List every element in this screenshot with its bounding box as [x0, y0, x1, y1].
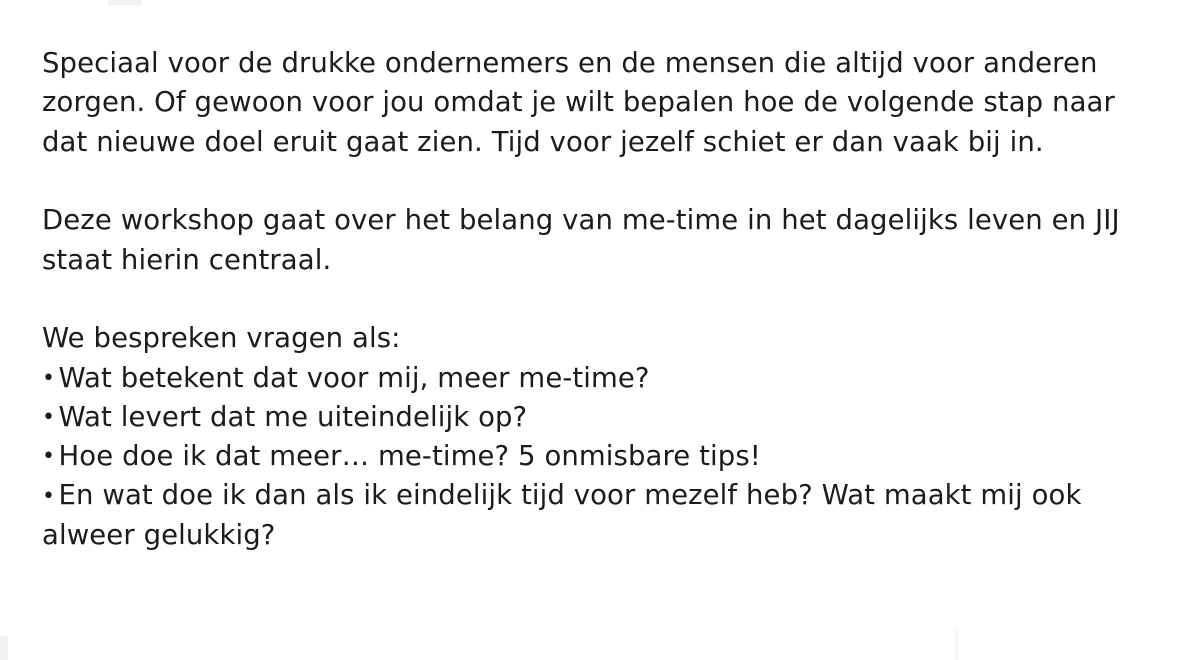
bullet-icon: •	[42, 444, 56, 470]
scan-artifact-bottom-right	[956, 630, 958, 660]
bullet-icon: •	[42, 365, 56, 391]
paragraph-intro: Speciaal voor de drukke ondernemers en de mensen die altijd voor anderen zorgen. Of gewoon voor jou omdat je wilt bepalen hoe de volgende stap naar dat nieuwe doel eruit gaat zien. Tijd voor jezelf schiet er dan vaak bij in.	[42, 47, 1124, 158]
list-item	[42, 359, 1130, 398]
questions-list	[42, 359, 1130, 556]
list-item-label: Wat levert dat me uiteindelijk op?	[58, 400, 528, 433]
list-intro-label: We bespreken vragen als:	[42, 322, 401, 355]
bullet-icon: •	[42, 405, 56, 431]
list-item-label: Wat betekent dat voor mij, meer me-time?	[58, 361, 650, 394]
list-item	[42, 476, 1130, 555]
bullet-icon: •	[42, 483, 56, 509]
questions-block	[42, 319, 1130, 555]
list-item-label: En wat doe ik dan als ik eindelijk tijd voor mezelf heb? Wat maakt mij ook alweer gelukkig?	[42, 479, 1091, 551]
document-text-body	[42, 44, 1130, 555]
list-item-label: Hoe doe ik dat meer… me-time? 5 onmisbare tips!	[58, 440, 761, 473]
list-item	[42, 398, 1130, 437]
paragraph-workshop: Deze workshop gaat over het belang van me-time in het dagelijks leven en JIJ staat hierin centraal.	[42, 204, 1129, 276]
scan-artifact-top	[108, 0, 142, 5]
list-item	[42, 437, 1130, 476]
scan-artifact-bottom-left	[0, 636, 8, 660]
